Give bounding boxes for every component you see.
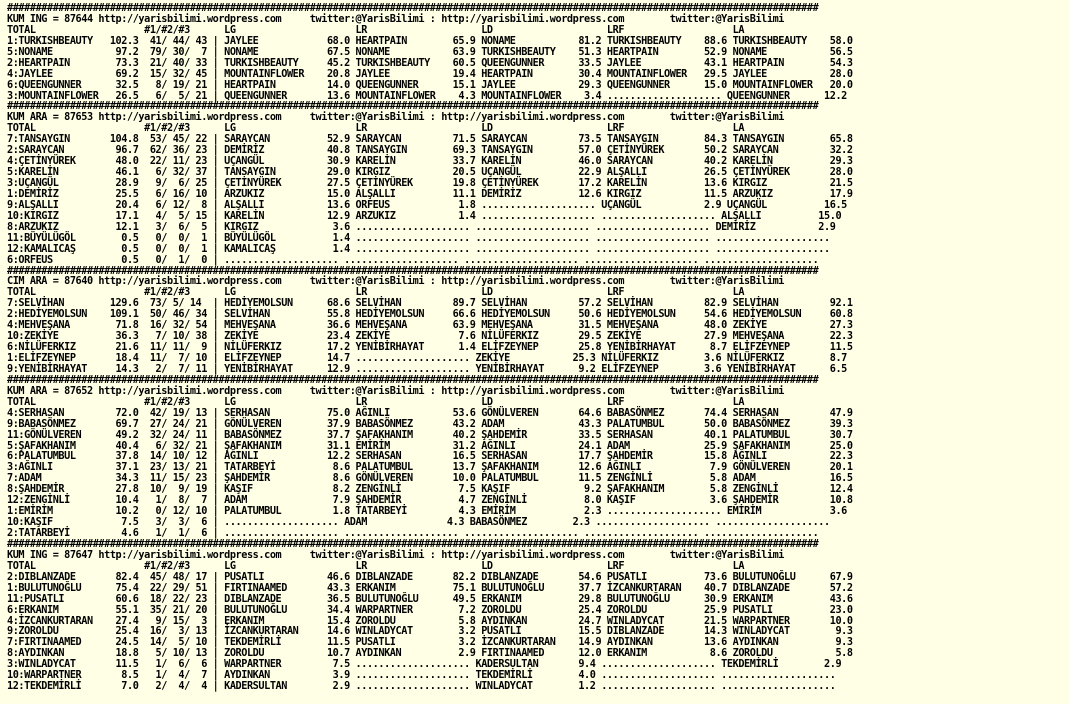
- separator-line: ##############################################################################################################################################: [7, 538, 819, 550]
- data-row: 4:JAYLEE 69.2 15/ 32/ 45 | MOUNTAINFLOWER 20.8 JAYLEE 19.4 HEARTPAIN 30.4 MOUNTAINFLOWER 29.5 JAYLEE 28.0: [7, 68, 853, 80]
- data-row: 5:KARELİN 46.1 6/ 32/ 37 | TANSAYGIN 29.0 KIRGIZ 20.5 UÇANGÜL 22.9 ALŞALLI 26.5 ÇETİNYÜREK 28.0: [7, 167, 853, 179]
- data-row: 6:NİLÜFERKIZ 21.6 11/ 11/ 9 | NİLÜFERKIZ 17.2 YENİBİRHAYAT 1.4 ELİFZEYNEP 25.8 YENİBİRHAYAT 8.7 ELİFZEYNEP 11.5: [7, 342, 853, 354]
- data-row: 7:FIRTINAAMED 24.5 14/ 5/ 10 | TEKDEMİRLİ 11.5 PUSATLI 3.2 İZCANKURTARAN 14.9 AYDINKAN 13.6 AYDINKAN 9.3: [7, 637, 853, 649]
- column-header-row: TOTAL #1/#2/#3 LG LR LD LRF LA: [7, 560, 745, 572]
- data-row: 11:GÖNÜLVEREN 49.2 32/ 24/ 11 | BABASÖNMEZ 37.7 ŞAFAKHANIM 40.2 ŞAHDEMİR 33.5 SERHASAN 40.1 PALATUMBUL 30.7: [7, 429, 853, 441]
- data-row: 1:BULUTUNOĞLU 75.4 22/ 29/ 51 | FIRTINAAMED 43.3 ERKANIM 75.1 BULUTUNOĞLU 37.7 İZCANKURTARAN 40.7 DIBLANZADE 57.2: [7, 582, 853, 594]
- race-header: KUM ING = 87647 http://yarisbilimi.wordpress.com twitter:@YarisBilimi : http://yarisbilimi.wordpress.com twitter:@YarisBilimi: [7, 549, 785, 561]
- data-row: 5:NONAME 97.2 79/ 30/ 7 | NONAME 67.5 NONAME 63.9 TURKISHBEAUTY 51.3 HEARTPAIN 52.9 NONAME 56.5: [7, 46, 853, 58]
- data-row: 4:ÇETİNYÜREK 48.0 22/ 11/ 23 | UÇANGÜL 30.9 KARELİN 33.7 KARELİN 46.0 SARAYCAN 40.2 KARELİN 29.3: [7, 156, 853, 168]
- data-row: 6:PALATUMBUL 37.8 14/ 10/ 12 | AĞINLI 12.2 SERHASAN 16.5 SERHASAN 17.7 ŞAHDEMİR 15.8 AĞINLI 22.3: [7, 451, 853, 463]
- column-header-row: TOTAL #1/#2/#3 LG LR LD LRF LA: [7, 287, 745, 299]
- data-row: 1:DEMİRİZ 25.5 6/ 16/ 10 | ARZUKIZ 15.0 ALŞALLI 11.1 DEMİRİZ 12.6 KIRGIZ 11.5 ARZUKIZ 17.9: [7, 188, 853, 200]
- data-row: 3:AĞINLI 37.1 23/ 13/ 21 | TATARBEYİ 8.6 PALATUMBUL 13.7 ŞAFAKHANIM 12.6 AĞINLI 7.9 GÖNÜLVEREN 20.1: [7, 462, 853, 474]
- column-header-row: TOTAL #1/#2/#3 LG LR LD LRF LA: [7, 396, 745, 408]
- data-row: 3:MOUNTAINFLOWER 26.5 6/ 5/ 21 | QUEENGUNNER 13.6 MOUNTAINFLOWER 4.3 MOUNTAINFLOWER 3.4 .................... QUEENGUNNER 12.2: [7, 90, 847, 102]
- data-row: 6:ORFEUS 0.5 0/ 1/ 0 | .................... .................... .................... .................... ....................: [7, 254, 819, 266]
- separator-line: ##############################################################################################################################################: [7, 265, 819, 277]
- race-header: KUM ARA = 87652 http://yarisbilimi.wordpress.com twitter:@YarisBilimi : http://yarisbilimi.wordpress.com twitter:@YarisBilimi: [7, 385, 785, 397]
- data-row: 10:KAŞIF 7.5 3/ 3/ 6 | .................... ADAM 4.3 BABASÖNMEZ 2.3 .................... ....................: [7, 517, 830, 529]
- data-row: 6:ERKANIM 55.1 35/ 21/ 20 | BULUTUNOĞLU 34.4 WARPARTNER 7.2 ZOROLDU 25.4 ZOROLDU 25.9 PUSATLI 23.0: [7, 604, 853, 616]
- data-row: 1:EMİRİM 10.2 0/ 12/ 10 | PALATUMBUL 1.8 TATARBEYİ 4.3 EMİRİM 2.3 .................... EMİRİM 3.6: [7, 506, 847, 518]
- data-row: 3:WINLADYCAT 11.5 1/ 6/ 6 | WARPARTNER 7.5 .................... KADERSULTAN 9.4 .................... TEKDEMİRLİ 2.9: [7, 659, 842, 671]
- data-row: 11:PUSATLI 60.6 18/ 22/ 23 | DIBLANZADE 36.5 BULUTUNOĞLU 49.5 ERKANIM 29.8 BULUTUNOĞLU 30.9 ERKANIM 43.6: [7, 593, 853, 605]
- data-row: 8:ŞAHDEMİR 27.8 10/ 9/ 19 | KAŞIF 8.2 ZENGİNLİ 7.5 KAŞIF 9.2 ŞAFAKHANIM 5.8 ZENGİNLİ 12.4: [7, 484, 853, 496]
- data-row: 8:AYDINKAN 18.8 5/ 10/ 13 | ZOROLDU 10.7 AYDINKAN 2.9 FIRTINAAMED 12.0 ERKANIM 8.6 ZOROLDU 5.8: [7, 648, 853, 660]
- data-row: 4:SERHASAN 72.0 42/ 19/ 13 | SERHASAN 75.0 AĞINLI 53.6 GÖNÜLVEREN 64.6 BABASÖNMEZ 74.4 SERHASAN 47.9: [7, 407, 853, 419]
- separator-line: ##############################################################################################################################################: [7, 374, 819, 386]
- column-header-row: TOTAL #1/#2/#3 LG LR LD LRF LA: [7, 123, 745, 135]
- data-row: 4:İZCANKURTARAN 27.4 9/ 15/ 3 | ERKANIM 15.4 ZOROLDU 5.8 AYDINKAN 24.7 WINLADYCAT 21.5 WARPARTNER 10.0: [7, 615, 853, 627]
- data-row: 10:KIRGIZ 17.1 4/ 5/ 15 | KARELİN 12.9 ARZUKIZ 1.4 .................... .................... ALŞALLI 15.0: [7, 210, 842, 222]
- race-header: CIM ARA = 87640 http://yarisbilimi.wordpress.com twitter:@YarisBilimi : http://yarisbilimi.wordpress.com twitter:@YarisBilimi: [7, 276, 785, 288]
- data-row: 2:SARAYCAN 96.7 62/ 36/ 23 | DEMİRİZ 40.8 TANSAYGIN 69.3 TANSAYGIN 57.0 ÇETİNYÜREK 50.2 SARAYCAN 32.2: [7, 145, 853, 157]
- race-header: KUM ARA = 87653 http://yarisbilimi.wordpress.com twitter:@YarisBilimi : http://yarisbilimi.wordpress.com twitter:@YarisBilimi: [7, 112, 785, 124]
- data-row: 10:ZEKİYE 36.3 7/ 10/ 38 | ZEKİYE 23.4 ZEKİYE 7.6 NİLÜFERKIZ 29.5 ZEKİYE 27.9 MEHVEŞANA 22.3: [7, 331, 853, 343]
- data-row: 1:ELİFZEYNEP 18.4 11/ 7/ 10 | ELİFZEYNEP 14.7 .................... ZEKİYE 25.3 NİLÜFERKIZ 3.6 NİLÜFERKIZ 8.7: [7, 353, 847, 364]
- data-row: 9:BABASÖNMEZ 69.7 27/ 24/ 21 | GÖNÜLVEREN 37.9 BABASÖNMEZ 43.2 ADAM 43.3 PALATUMBUL 50.0 BABASÖNMEZ 39.3: [7, 418, 853, 430]
- data-row: 11:BÜYÜLÜGÖL 0.5 0/ 0/ 1 | BÜYÜLÜGÖL 1.4 .................... .................... .................... ....................: [7, 232, 830, 244]
- data-row: 2:TATARBEYİ 4.6 1/ 1/ 6 | .................... .................... .................... .................... ....................: [7, 528, 819, 539]
- data-row: 12:ZENGİNLİ 10.4 1/ 8/ 7 | ADAM 7.9 ŞAHDEMİR 4.7 ZENGİNLİ 8.0 KAŞIF 3.6 ŞAHDEMİR 10.8: [7, 495, 853, 507]
- data-row: 10:WARPARTNER 8.5 1/ 4/ 7 | AYDINKAN 3.9 .................... TEKDEMİRLİ 4.0 .................... ....................: [7, 670, 836, 682]
- data-row: 7:SELVİHAN 129.6 73/ 5/ 14 | HEDİYEMOLSUN 68.6 SELVİHAN 89.7 SELVİHAN 57.2 SELVİHAN 82.9 SELVİHAN 92.1: [7, 298, 853, 310]
- data-row: 2:HEARTPAIN 73.3 21/ 40/ 33 | TURKISHBEAUTY 45.2 TURKISHBEAUTY 60.5 QUEENGUNNER 33.5 JAYLEE 43.1 HEARTPAIN 54.3: [7, 57, 853, 69]
- data-row: 4:MEHVEŞANA 71.8 16/ 32/ 54 | MEHVEŞANA 36.6 MEHVEŞANA 63.9 MEHVEŞANA 31.5 MEHVEŞANA 48.0 ZEKİYE 27.3: [7, 320, 853, 332]
- separator-line: ##############################################################################################################################################: [7, 101, 819, 113]
- data-row: 5:ŞAFAKHANIM 40.4 6/ 32/ 21 | ŞAFAKHANIM 31.1 EMİRİM 31.2 AĞINLI 24.1 ADAM 25.9 ŞAFAKHANIM 25.0: [7, 440, 853, 452]
- data-row: 6:QUEENGUNNER 32.5 8/ 19/ 21 | HEARTPAIN 14.0 QUEENGUNNER 15.1 JAYLEE 29.3 QUEENGUNNER 15.0 MOUNTAINFLOWER 20.0: [7, 79, 853, 91]
- data-row: 12:KAMALICAŞ 0.5 0/ 0/ 1 | KAMALICAŞ 1.4 .................... .................... .................... ....................: [7, 243, 830, 255]
- data-row: 9:ALŞALLI 20.4 6/ 12/ 8 | ALŞALLI 13.6 ORFEUS 1.8 .................... UÇANGÜL 2.9 UÇANGÜL 16.5: [7, 199, 847, 211]
- data-row: 7:TANSAYGIN 104.8 53/ 45/ 22 | SARAYCAN 52.9 SARAYCAN 71.5 SARAYCAN 73.5 TANSAYGIN 84.3 TANSAYGIN 65.8: [7, 134, 853, 146]
- column-header-row: TOTAL #1/#2/#3 LG LR LD LRF LA: [7, 24, 745, 36]
- data-row: 9:ZOROLDU 25.4 16/ 3/ 13 | İZCANKURTARAN 14.6 WINLADYCAT 3.2 PUSATLI 15.5 DIBLANZADE 14.3 WINLADYCAT 9.3: [7, 626, 853, 638]
- separator-line: ##############################################################################################################################################: [7, 3, 819, 14]
- data-row: 1:TURKISHBEAUTY 102.3 41/ 44/ 43 | JAYLEE 68.0 HEARTPAIN 65.9 NONAME 81.2 TURKISHBEAUTY 88.6 TURKISHBEAUTY 58.0: [7, 35, 853, 47]
- data-row: 2:HEDİYEMOLSUN 109.1 50/ 46/ 34 | SELVİHAN 55.8 HEDİYEMOLSUN 66.6 HEDİYEMOLSUN 50.6 HEDİYEMOLSUN 54.6 HEDİYEMOLSUN 60.8: [7, 309, 853, 321]
- race-header: KUM ING = 87644 http://yarisbilimi.wordpress.com twitter:@YarisBilimi : http://yarisbilimi.wordpress.com twitter:@YarisBilimi: [7, 13, 785, 25]
- data-row: 8:ARZUKIZ 12.1 3/ 6/ 5 | KIRGIZ 3.6 .................... .................... .................... DEMİRİZ 2.9: [7, 221, 836, 233]
- data-row: 7:ADAM 34.3 11/ 15/ 23 | ŞAHDEMİR 8.6 GÖNÜLVEREN 10.0 PALATUMBUL 11.5 ZENGİNLİ 5.8 ADAM 16.5: [7, 473, 853, 485]
- data-row: 3:UÇANGÜL 28.9 9/ 6/ 25 | ÇETİNYÜREK 27.5 ÇETİNYÜREK 19.8 ÇETİNYÜREK 17.2 KARELİN 13.6 KIRGIZ 21.5: [7, 178, 853, 189]
- data-row: 2:DIBLANZADE 82.4 45/ 48/ 17 | PUSATLI 46.6 DIBLANZADE 82.2 DIBLANZADE 54.6 PUSATLI 73.6 BULUTUNOĞLU 67.9: [7, 571, 853, 583]
- data-row: 9:YENİBİRHAYAT 14.3 2/ 7/ 11 | YENİBİRHAYAT 12.9 .................... YENİBİRHAYAT 9.2 ELİFZEYNEP 3.6 YENİBİRHAYAT 6.5: [7, 363, 847, 375]
- data-row: 12:TEKDEMİRLİ 7.0 2/ 4/ 4 | KADERSULTAN 2.9 .................... WINLADYCAT 1.2 .................... ....................: [7, 681, 836, 693]
